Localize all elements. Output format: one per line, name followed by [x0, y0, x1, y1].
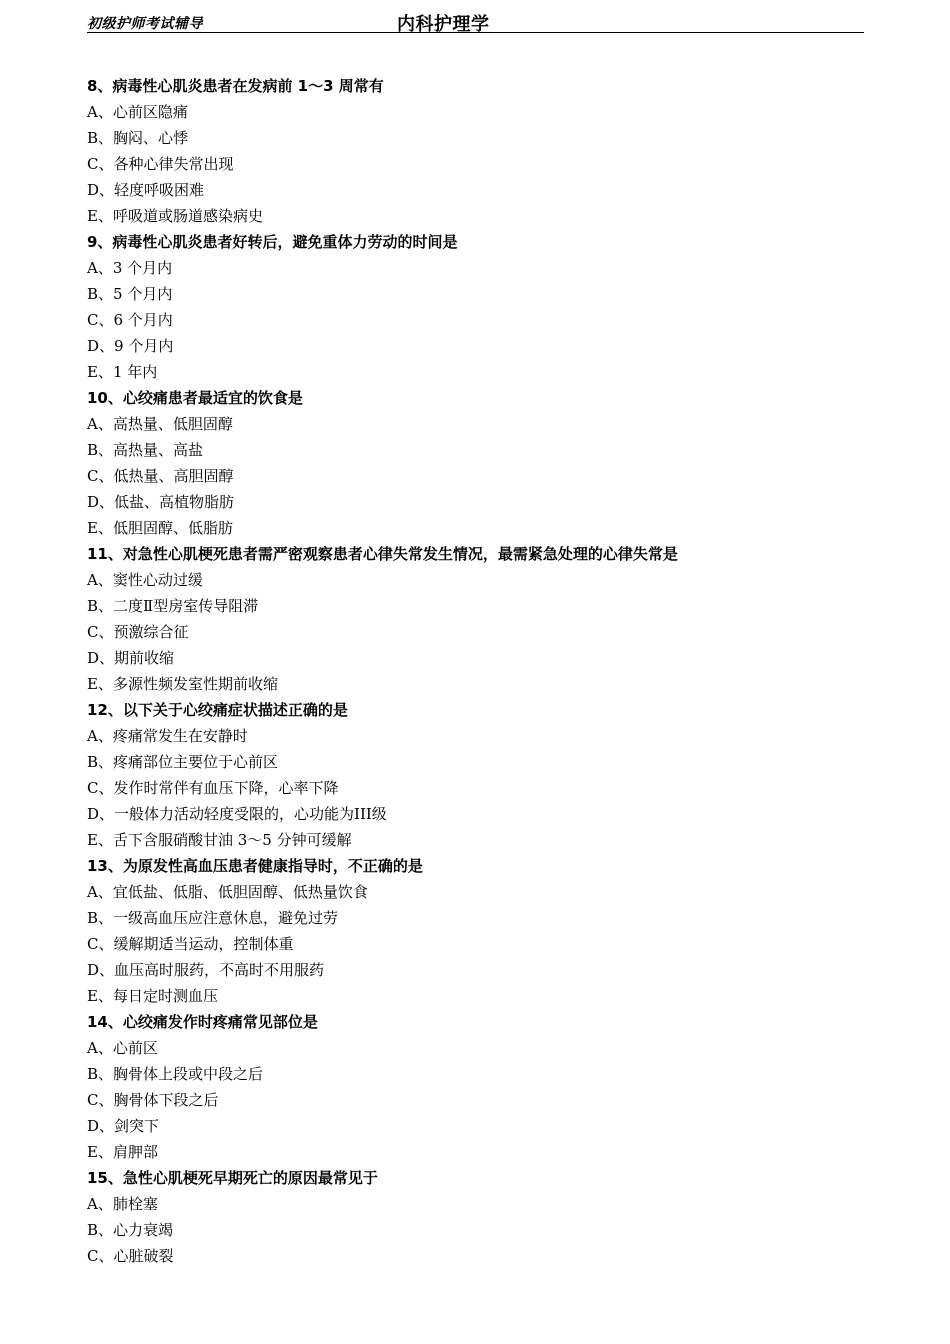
question-10: [87, 385, 864, 541]
header-subject-title: 内科护理学: [397, 14, 490, 35]
question-title: 12、以下关于心绞痛症状描述正确的是: [87, 701, 348, 719]
option-a: A、心前区: [87, 1039, 158, 1057]
option-e: E、多源性频发室性期前收缩: [87, 675, 278, 693]
option-e: E、肩胛部: [87, 1143, 158, 1161]
option-c: C、各种心律失常出现: [87, 155, 234, 173]
option-b: B、疼痛部位主要位于心前区: [87, 753, 279, 771]
question-12: [87, 697, 864, 853]
option-d: D、9 个月内: [87, 337, 174, 355]
question-list: [87, 73, 864, 1269]
option-c: C、心脏破裂: [87, 1247, 174, 1265]
option-e: E、1 年内: [87, 363, 158, 381]
option-b: B、胸闷、心悸: [87, 129, 189, 147]
option-a: A、高热量、低胆固醇: [87, 415, 233, 433]
option-b: B、二度Ⅱ型房室传导阻滞: [87, 597, 259, 615]
question-title: 14、心绞痛发作时疼痛常见部位是: [87, 1013, 318, 1031]
option-d: D、剑突下: [87, 1117, 160, 1135]
option-b: B、高热量、高盐: [87, 441, 204, 459]
option-d: D、一般体力活动轻度受限的，心功能为III级: [87, 805, 387, 823]
option-c: C、低热量、高胆固醇: [87, 467, 234, 485]
question-title: 13、为原发性高血压患者健康指导时，不正确的是: [87, 857, 423, 875]
option-e: E、呼吸道或肠道感染病史: [87, 207, 263, 225]
question-14: [87, 1009, 864, 1165]
question-11: [87, 541, 864, 697]
option-e: E、每日定时测血压: [87, 987, 218, 1005]
option-b: B、5 个月内: [87, 285, 173, 303]
option-e: E、低胆固醇、低脂肪: [87, 519, 233, 537]
option-d: D、轻度呼吸困难: [87, 181, 205, 199]
option-a: A、窦性心动过缓: [87, 571, 203, 589]
question-title: 10、心绞痛患者最适宜的饮食是: [87, 389, 303, 407]
option-c: C、胸骨体下段之后: [87, 1091, 219, 1109]
option-c: C、6 个月内: [87, 311, 173, 329]
option-e: E、舌下含服硝酸甘油 3～5 分钟可缓解: [87, 831, 352, 849]
option-b: B、心力衰竭: [87, 1221, 174, 1239]
page-header: [87, 10, 864, 33]
option-a: A、疼痛常发生在安静时: [87, 727, 248, 745]
option-d: D、期前收缩: [87, 649, 175, 667]
option-c: C、预激综合征: [87, 623, 189, 641]
option-a: A、心前区隐痛: [87, 103, 188, 121]
option-a: A、肺栓塞: [87, 1195, 158, 1213]
question-13: [87, 853, 864, 1009]
option-a: A、宜低盐、低脂、低胆固醇、低热量饮食: [87, 883, 368, 901]
question-8: [87, 73, 864, 229]
option-c: C、发作时常伴有血压下降，心率下降: [87, 779, 339, 797]
question-title: 9、病毒性心肌炎患者好转后，避免重体力劳动的时间是: [87, 233, 458, 251]
question-title: 11、对急性心肌梗死患者需严密观察患者心律失常发生情况，最需紧急处理的心律失常是: [87, 545, 678, 563]
question-title: 15、急性心肌梗死早期死亡的原因最常见于: [87, 1169, 378, 1187]
option-d: D、低盐、高植物脂肪: [87, 493, 235, 511]
option-b: B、胸骨体上段或中段之后: [87, 1065, 264, 1083]
question-15: [87, 1165, 864, 1269]
option-b: B、一级高血压应注意休息，避免过劳: [87, 909, 339, 927]
question-title: 8、病毒性心肌炎患者在发病前 1～3 周常有: [87, 77, 384, 95]
option-d: D、血压高时服药，不高时不用服药: [87, 961, 325, 979]
header-course-title: 初级护师考试辅导: [87, 16, 203, 32]
question-9: [87, 229, 864, 385]
option-c: C、缓解期适当运动，控制体重: [87, 935, 294, 953]
option-a: A、3 个月内: [87, 259, 173, 277]
